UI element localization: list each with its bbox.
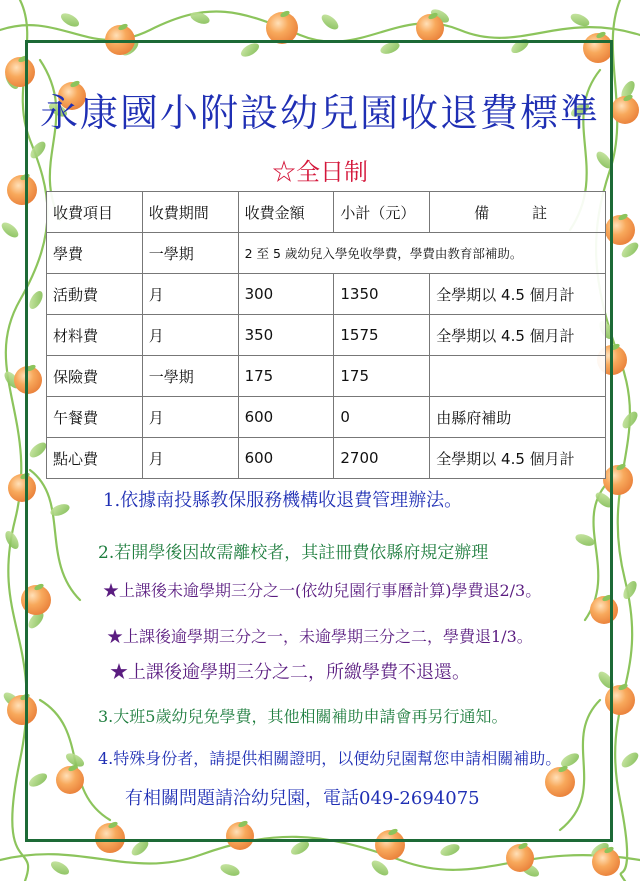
cell-period: 一學期 bbox=[142, 356, 238, 397]
page-title: 永康國小附設幼兒園收退費標準 bbox=[39, 91, 600, 135]
cell-period: 月 bbox=[142, 438, 238, 479]
table-row bbox=[47, 233, 606, 274]
cell-amount: 600 bbox=[238, 397, 334, 438]
cell-note: 全學期以 4.5 個月計 bbox=[430, 274, 606, 315]
header-subtotal: 小計（元） bbox=[334, 192, 430, 233]
table-row bbox=[47, 438, 606, 479]
cell-period: 月 bbox=[142, 274, 238, 315]
cell-note: 全學期以 4.5 個月計 bbox=[430, 315, 606, 356]
note-3: 3.大班5歲幼兒免學費，其他相關補助申請會再另行通知。 bbox=[98, 707, 508, 726]
note-1: 1.依據南投縣教保服務機構收退費管理辦法。 bbox=[103, 490, 463, 511]
header-item: 收費項目 bbox=[47, 192, 143, 233]
note-4: 4.特殊身份者，請提供相關證明，以便幼兒園幫您申請相關補助。 bbox=[98, 749, 562, 768]
table-row bbox=[47, 315, 606, 356]
cell-note bbox=[430, 356, 606, 397]
contact-info: 有相關問題請洽幼兒園，電話049-2694075 bbox=[125, 788, 480, 809]
cell-item: 點心費 bbox=[47, 438, 143, 479]
cell-item: 材料費 bbox=[47, 315, 143, 356]
cell-subtotal: 2700 bbox=[334, 438, 430, 479]
cell-item: 午餐費 bbox=[47, 397, 143, 438]
cell-amount: 175 bbox=[238, 356, 334, 397]
table-row bbox=[47, 356, 606, 397]
note-2: 2.若開學後因故需離校者，其註冊費依縣府規定辦理 bbox=[98, 543, 489, 563]
cell-note: 由縣府補助 bbox=[430, 397, 606, 438]
cell-subtotal: 1575 bbox=[334, 315, 430, 356]
cell-subtotal: 175 bbox=[334, 356, 430, 397]
note-2-refund-two-thirds: ★上課後未逾學期三分之一(依幼兒園行事曆計算)學費退2/3。 bbox=[103, 581, 542, 600]
cell-item: 活動費 bbox=[47, 274, 143, 315]
table-row bbox=[47, 397, 606, 438]
cell-tuition-note: 2 至 5 歲幼兒入學免收學費，學費由教育部補助。 bbox=[238, 233, 605, 274]
page-subtitle: ☆全日制 bbox=[272, 158, 368, 186]
header-amount: 收費金額 bbox=[238, 192, 334, 233]
table-header-row bbox=[47, 192, 606, 233]
cell-amount: 300 bbox=[238, 274, 334, 315]
cell-amount: 600 bbox=[238, 438, 334, 479]
cell-period: 月 bbox=[142, 315, 238, 356]
cell-period: 一學期 bbox=[142, 233, 238, 274]
cell-subtotal: 1350 bbox=[334, 274, 430, 315]
cell-note: 全學期以 4.5 個月計 bbox=[430, 438, 606, 479]
header-note: 備 註 bbox=[430, 192, 606, 233]
note-2-refund-one-third: ★上課後逾學期三分之一，未逾學期三分之二，學費退1/3。 bbox=[107, 627, 533, 646]
cell-amount: 350 bbox=[238, 315, 334, 356]
table-row bbox=[47, 274, 606, 315]
header-period: 收費期間 bbox=[142, 192, 238, 233]
cell-subtotal: 0 bbox=[334, 397, 430, 438]
cell-item: 保險費 bbox=[47, 356, 143, 397]
fee-table bbox=[46, 191, 606, 479]
note-2-no-refund: ★上課後逾學期三分之二，所繳學費不退還。 bbox=[110, 662, 470, 683]
cell-period: 月 bbox=[142, 397, 238, 438]
cell-item: 學費 bbox=[47, 233, 143, 274]
